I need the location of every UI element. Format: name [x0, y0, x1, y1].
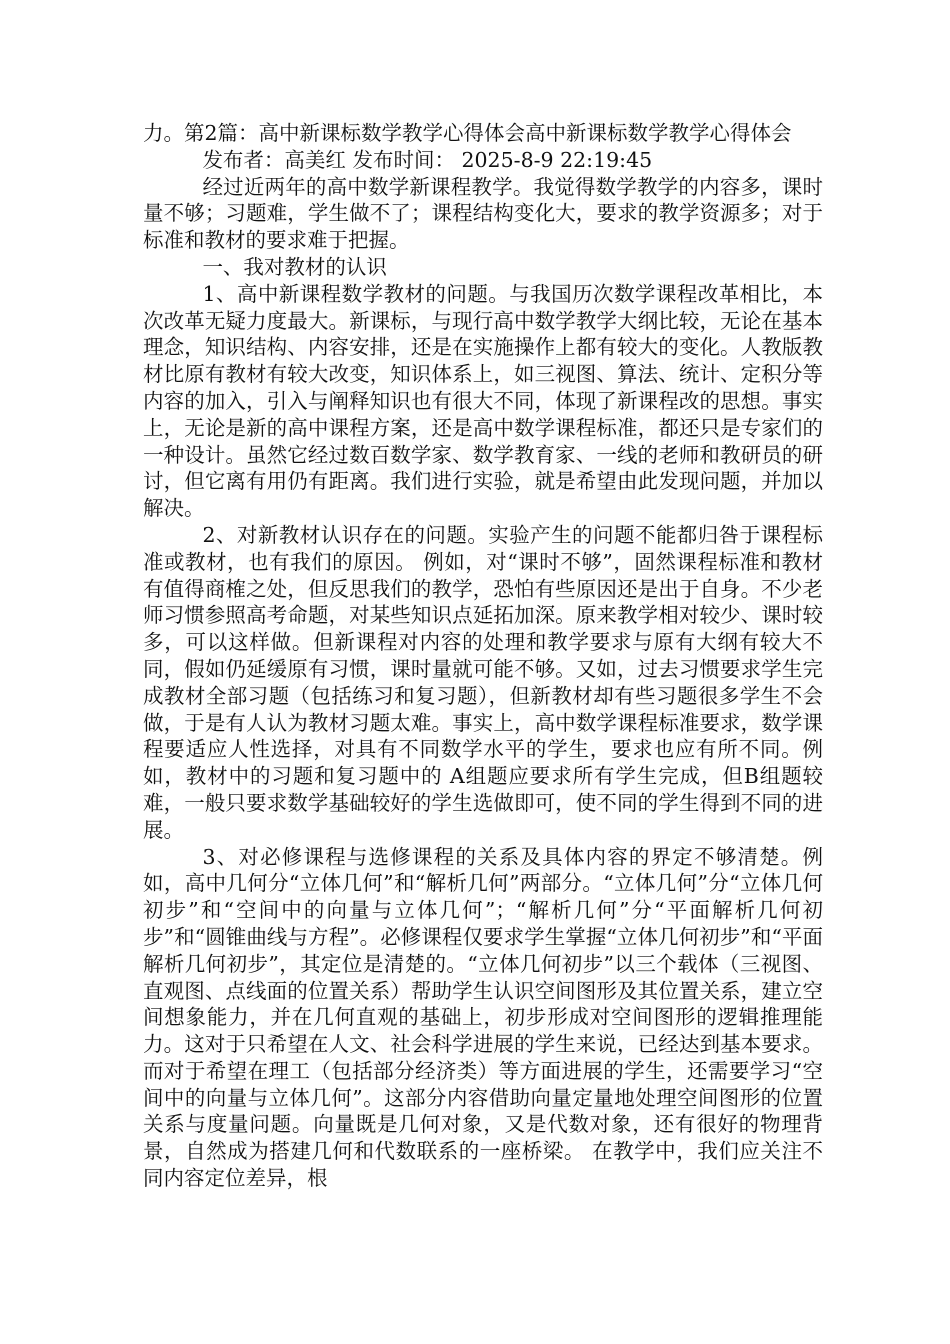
byline: 发布者：高美红 发布时间： 2025-8-9 22:19:45	[202, 147, 653, 172]
section-heading: 一、我对教材的认识	[202, 254, 387, 279]
intro-paragraph: 经过近两年的高中数学新课程教学。我觉得数学教学的内容多，课时量不够；习题难，学生做不了；课程结构变化大，要求的教学资源多；对于标准和教材的要求难于把握。	[143, 174, 823, 253]
paragraph-2: 2、对新教材认识存在的问题。实验产生的问题不能都归咎于课程标准或教材，也有我们的原因。 例如，对“课时不够”，固然课程标准和教材有值得商榷之处，但反思我们的教学，恐怕有些原因还是出于自身。不少老师习惯参照高考命题，对某些知识点延拓加深。原来教学相对较少、课时较多，可以这样做。但新课程对内容的处理和教学要求与原有大纲有较大不同，假如仍延缓原有习惯，课时量就可能不够。又如，过去习惯要求学生完成教材全部习题（包括练习和复习题），但新教材却有些习题很多学生不会做，于是有人认为教材习题太难。事实上，高中数学课程标准要求，数学课程要适应人性选择，对具有不同数学水平的学生，要求也应有所不同。例如，教材中的习题和复习题中的 A组题应要求所有学生完成，但B组题较难，一般只要求数学基础较好的学生选做即可，使不同的学生得到不同的进展。	[143, 522, 823, 842]
document-body	[143, 120, 823, 1192]
paragraph-1: 1、高中新课程数学教材的问题。与我国历次数学课程改革相比，本次改革无疑力度最大。新课标，与现行高中数学教学大纲比较，无论在基本理念，知识结构、内容安排，还是在实施操作上都有较大的变化。人教版教材比原有教材有较大改变，知识体系上，如三视图、算法、统计、定积分等内容的加入，引入与阐释知识也有很大不同，体现了新课程改的思想。事实上，无论是新的高中课程方案，还是高中数学课程标准，都还只是专家们的一种设计。虽然它经过数百数学家、数学教育家、一线的老师和教研员的研讨，但它离有用仍有距离。我们进行实验，就是希望由此发现问题，并加以解决。	[143, 281, 823, 521]
paragraph-3: 3、对必修课程与选修课程的关系及具体内容的界定不够清楚。例如，高中几何分“立体几何”和“解析几何”两部分。“立体几何”分“立体几何初步”和“空间中的向量与立体几何”；“解析几何”分“平面解析几何初步”和“圆锥曲线与方程”。必修课程仅要求学生掌握“立体几何初步”和“平面解析几何初步”，其定位是清楚的。“立体几何初步”以三个载体（三视图、直观图、点线面的位置关系）帮助学生认识空间图形及其位置关系，建立空间想象能力，并在几何直观的基础上，初步形成对空间图形的逻辑推理能力。这对于只希望在人文、社会科学进展的学生来说，已经达到基本要求。而对于希望在理工（包括部分经济类）等方面进展的学生，还需要学习“空间中的向量与立体几何”。这部分内容借助向量定量地处理空间图形的位置关系与度量问题。向量既是几何对象，又是代数对象，还有很好的物理背景，自然成为搭建几何和代数联系的一座桥梁。 在教学中，我们应关注不同内容定位差异，根	[143, 844, 823, 1191]
lead-line: 力。第2篇：高中新课标数学教学心得体会高中新课标数学教学心得体会	[143, 121, 792, 145]
